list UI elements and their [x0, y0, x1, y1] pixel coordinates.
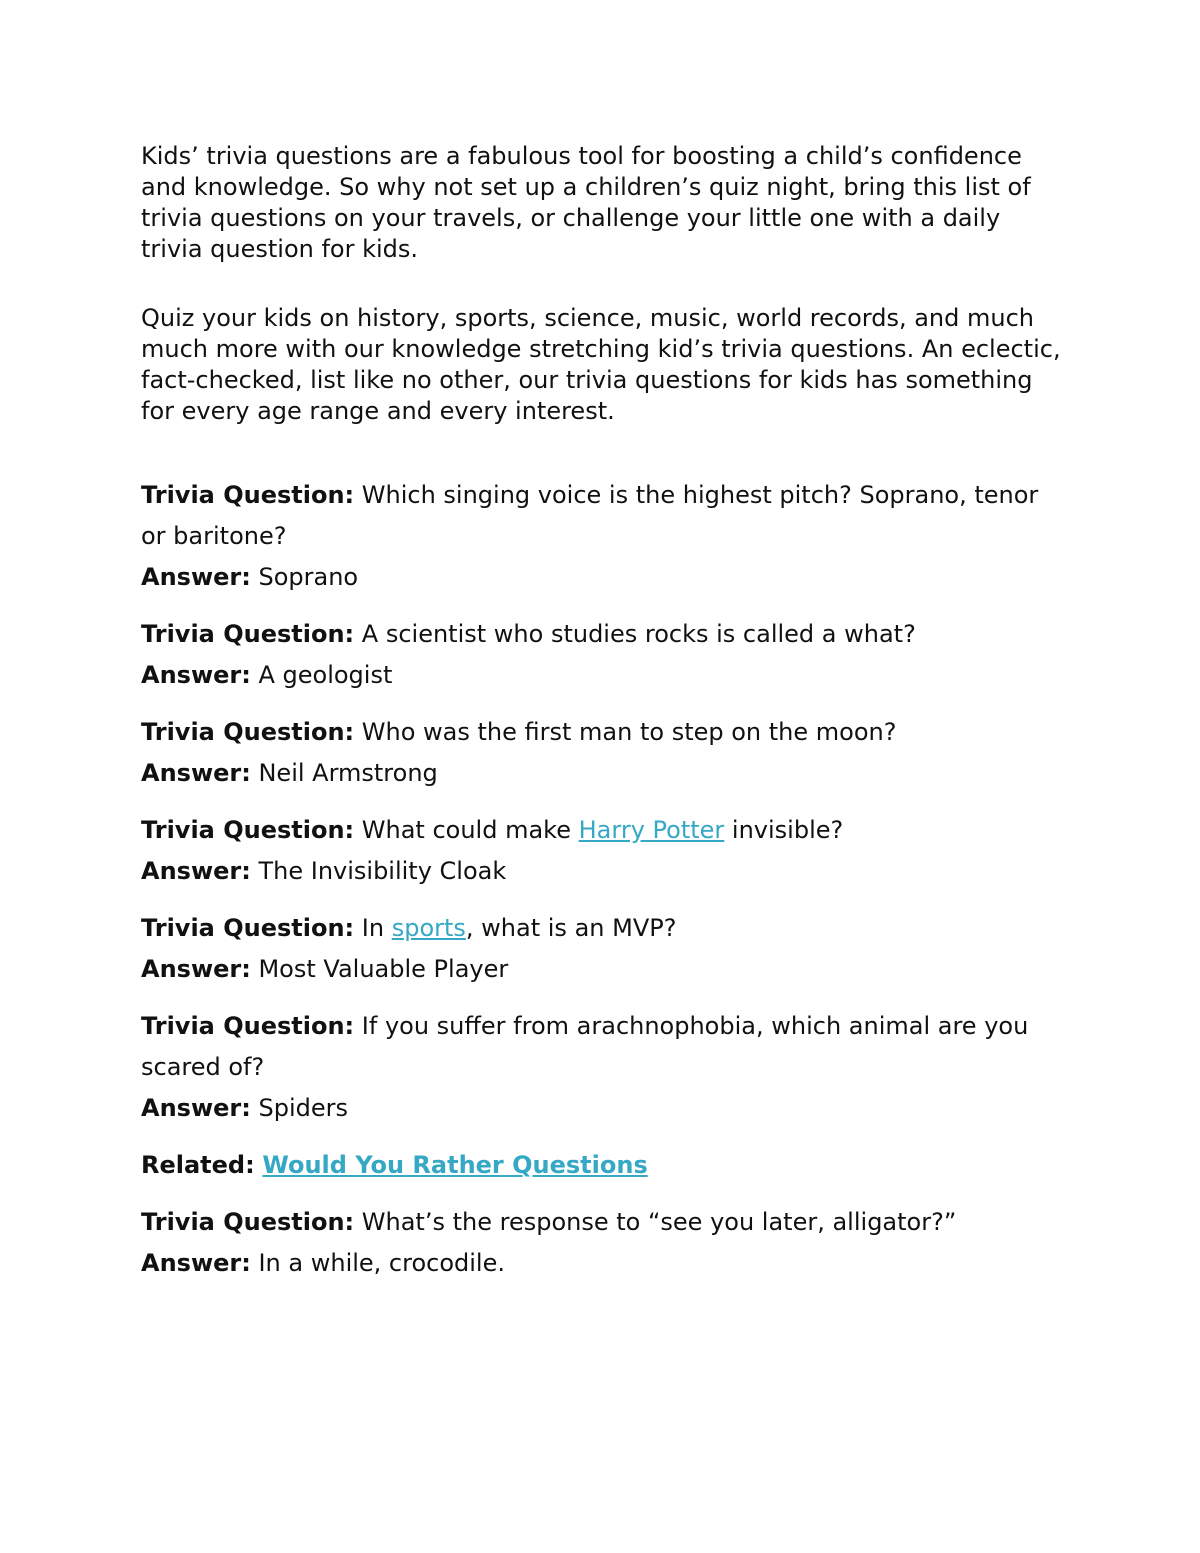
- question-text: What’s the response to “see you later, alligator?”: [361, 1208, 957, 1236]
- harry-potter-link[interactable]: Harry Potter: [578, 816, 725, 844]
- answer-line: [141, 1243, 1061, 1284]
- answer-line: [141, 851, 1061, 892]
- related-line: [141, 1145, 1061, 1186]
- question-line: [141, 712, 1061, 753]
- question-line: [141, 475, 1061, 557]
- answer-line: [141, 753, 1061, 794]
- question-text-before: In: [361, 914, 385, 942]
- trivia-item: [141, 908, 1061, 990]
- answer-text: Soprano: [258, 563, 359, 591]
- answer-line: [141, 949, 1061, 990]
- answer-label: Answer:: [141, 563, 251, 591]
- answer-line: [141, 557, 1061, 598]
- answer-text: Most Valuable Player: [258, 955, 509, 983]
- would-you-rather-link[interactable]: Would You Rather Questions: [262, 1151, 648, 1179]
- answer-label: Answer:: [141, 1249, 251, 1277]
- trivia-item: [141, 810, 1061, 892]
- question-label: Trivia Question:: [141, 620, 355, 648]
- answer-label: Answer:: [141, 857, 251, 885]
- answer-text: In a while, crocodile.: [258, 1249, 505, 1277]
- answer-text: Spiders: [258, 1094, 348, 1122]
- intro-paragraph: Quiz your kids on history, sports, science, music, world records, and much much more with our knowledge stretching kid’s trivia questions. An eclectic, fact-checked, list like no other, our trivia questions for kids has something for every age range and every interest.: [141, 304, 1061, 425]
- answer-text: A geologist: [258, 661, 393, 689]
- intro-paragraph: Kids’ trivia questions are a fabulous tool for boosting a child’s confidence and knowledge. So why not set up a children’s quiz night, bring this list of trivia questions on your travels, or challenge your little one with a daily trivia question for kids.: [141, 142, 1031, 263]
- question-text: A scientist who studies rocks is called a what?: [361, 620, 916, 648]
- trivia-item: [141, 1202, 1061, 1284]
- question-text-after: , what is an MVP?: [465, 914, 677, 942]
- question-line: [141, 614, 1061, 655]
- question-line: [141, 1202, 1061, 1243]
- sports-link[interactable]: sports: [391, 914, 466, 942]
- answer-label: Answer:: [141, 955, 251, 983]
- question-label: Trivia Question:: [141, 914, 355, 942]
- related-label: Related:: [141, 1151, 255, 1179]
- question-text: Who was the first man to step on the moon?: [361, 718, 897, 746]
- question-line: [141, 810, 1061, 851]
- question-label: Trivia Question:: [141, 481, 355, 509]
- question-text: Which singing voice is the highest pitch? Soprano, tenor or baritone?: [141, 481, 1039, 550]
- question-line: [141, 908, 1061, 949]
- question-line: [141, 1006, 1061, 1088]
- answer-label: Answer:: [141, 661, 251, 689]
- trivia-item: [141, 614, 1061, 696]
- answer-line: [141, 1088, 1061, 1129]
- trivia-item: [141, 712, 1061, 794]
- question-text-after: invisible?: [731, 816, 844, 844]
- trivia-item: [141, 475, 1061, 598]
- answer-label: Answer:: [141, 1094, 251, 1122]
- answer-label: Answer:: [141, 759, 251, 787]
- question-text-before: What could make: [361, 816, 571, 844]
- question-label: Trivia Question:: [141, 1012, 355, 1040]
- question-label: Trivia Question:: [141, 718, 355, 746]
- document-page: [141, 141, 1061, 1300]
- question-text: If you suffer from arachnophobia, which animal are you scared of?: [141, 1012, 1029, 1081]
- question-label: Trivia Question:: [141, 816, 355, 844]
- answer-text: The Invisibility Cloak: [258, 857, 507, 885]
- question-label: Trivia Question:: [141, 1208, 355, 1236]
- answer-line: [141, 655, 1061, 696]
- answer-text: Neil Armstrong: [258, 759, 438, 787]
- trivia-item: [141, 1006, 1061, 1129]
